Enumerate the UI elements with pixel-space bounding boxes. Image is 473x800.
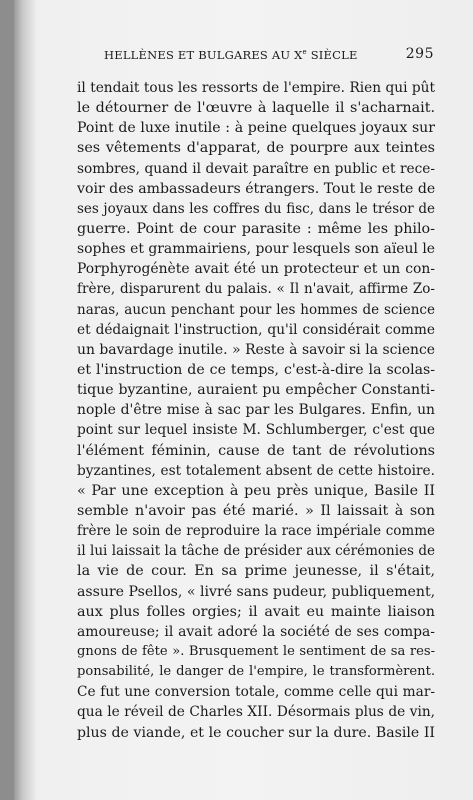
- gutter-shadow: [14, 0, 36, 800]
- text-line: naras, aucun penchant pour les hommes de science: [77, 301, 435, 318]
- running-head-title: [104, 48, 358, 62]
- text-line: tique byzantine, auraient pu empêcher Constanti-: [77, 382, 435, 399]
- page-number: 295: [405, 46, 434, 62]
- text-line: il tendait tous les ressorts de l'empire. Rien qui pût: [77, 80, 435, 96]
- text-line: sombres, quand il devait paraître en public et rece-: [77, 160, 435, 177]
- text-line: qua le réveil de Charles XII. Désormais plus de vin,: [77, 704, 435, 721]
- text-line: aux plus folles orgies; il avait eu mainte liaison: [77, 603, 435, 620]
- text-line: l'élément féminin, cause de tant de révolutions: [77, 442, 435, 459]
- text-line: le détourner de l'œuvre à laquelle il s'acharnait.: [77, 100, 435, 117]
- body-text: [77, 78, 435, 743]
- text-line: Point de luxe inutile : à peine quelques joyaux sur: [77, 120, 435, 137]
- text-line: guerre. Point de cour parasite : même les philo-: [77, 220, 435, 237]
- text-line: assure Psellos, « livré sans pudeur, publiquement,: [77, 583, 435, 600]
- text-line: frère le soin de reproduire la race impériale comme: [77, 523, 435, 540]
- text-line: ses joyaux dans les coffres du fisc, dans le trésor de: [77, 200, 435, 217]
- text-line: point sur lequel insiste M. Schlumberger, c'est que: [77, 422, 435, 439]
- text-line: gnons de fête ». Brusquement le sentiment de sa res-: [77, 643, 435, 659]
- text-line: il lui laissait la tâche de présider aux cérémonies de: [77, 543, 435, 560]
- text-line: « Par une exception à peu près unique, Basile II: [77, 482, 435, 499]
- text-line: un bavardage inutile. » Reste à savoir si la science: [77, 341, 435, 358]
- text-line: plus de viande, et le coucher sur la dure. Basile II: [77, 724, 435, 741]
- running-head-title-tail: SIÈCLE: [306, 48, 358, 62]
- book-page: [14, 0, 473, 800]
- text-line: et dédaignait l'instruction, qu'il considérait comme: [77, 321, 435, 338]
- text-line: amoureuse; il avait adoré la société de ses compa-: [77, 623, 435, 640]
- text-line: semble n'avoir pas été marié. » Il laissait à son: [77, 502, 435, 519]
- text-line: frère, disparurent du palais. « Il n'avait, affirme Zo-: [77, 281, 435, 298]
- text-line: ses vêtements d'apparat, de pourpre aux teintes: [77, 140, 435, 157]
- text-line: voir des ambassadeurs étrangers. Tout le reste de: [77, 180, 435, 197]
- text-line: byzantines, est totalement absent de cette histoire.: [77, 462, 435, 479]
- text-line: la vie de cour. En sa prime jeunesse, il s'était,: [77, 563, 435, 580]
- text-line: nople d'être mise à sac par les Bulgares. Enfin, un: [77, 402, 435, 419]
- text-line: et l'instruction de ce temps, c'est-à-dire la scolas-: [77, 361, 435, 378]
- running-head-title-main: HELLÈNES ET BULGARES AU X: [104, 48, 303, 62]
- text-line: Ce fut une conversion totale, comme celle qui mar-: [77, 684, 435, 701]
- running-head-title-sup: e: [302, 48, 307, 56]
- text-line: ponsabilité, le danger de l'empire, le transformèrent.: [77, 664, 435, 680]
- text-line: Porphyrogénète avait été un protecteur et un con-: [77, 261, 435, 278]
- running-head: [104, 46, 434, 66]
- text-line: sophes et grammairiens, pour lesquels son aïeul le: [77, 241, 435, 258]
